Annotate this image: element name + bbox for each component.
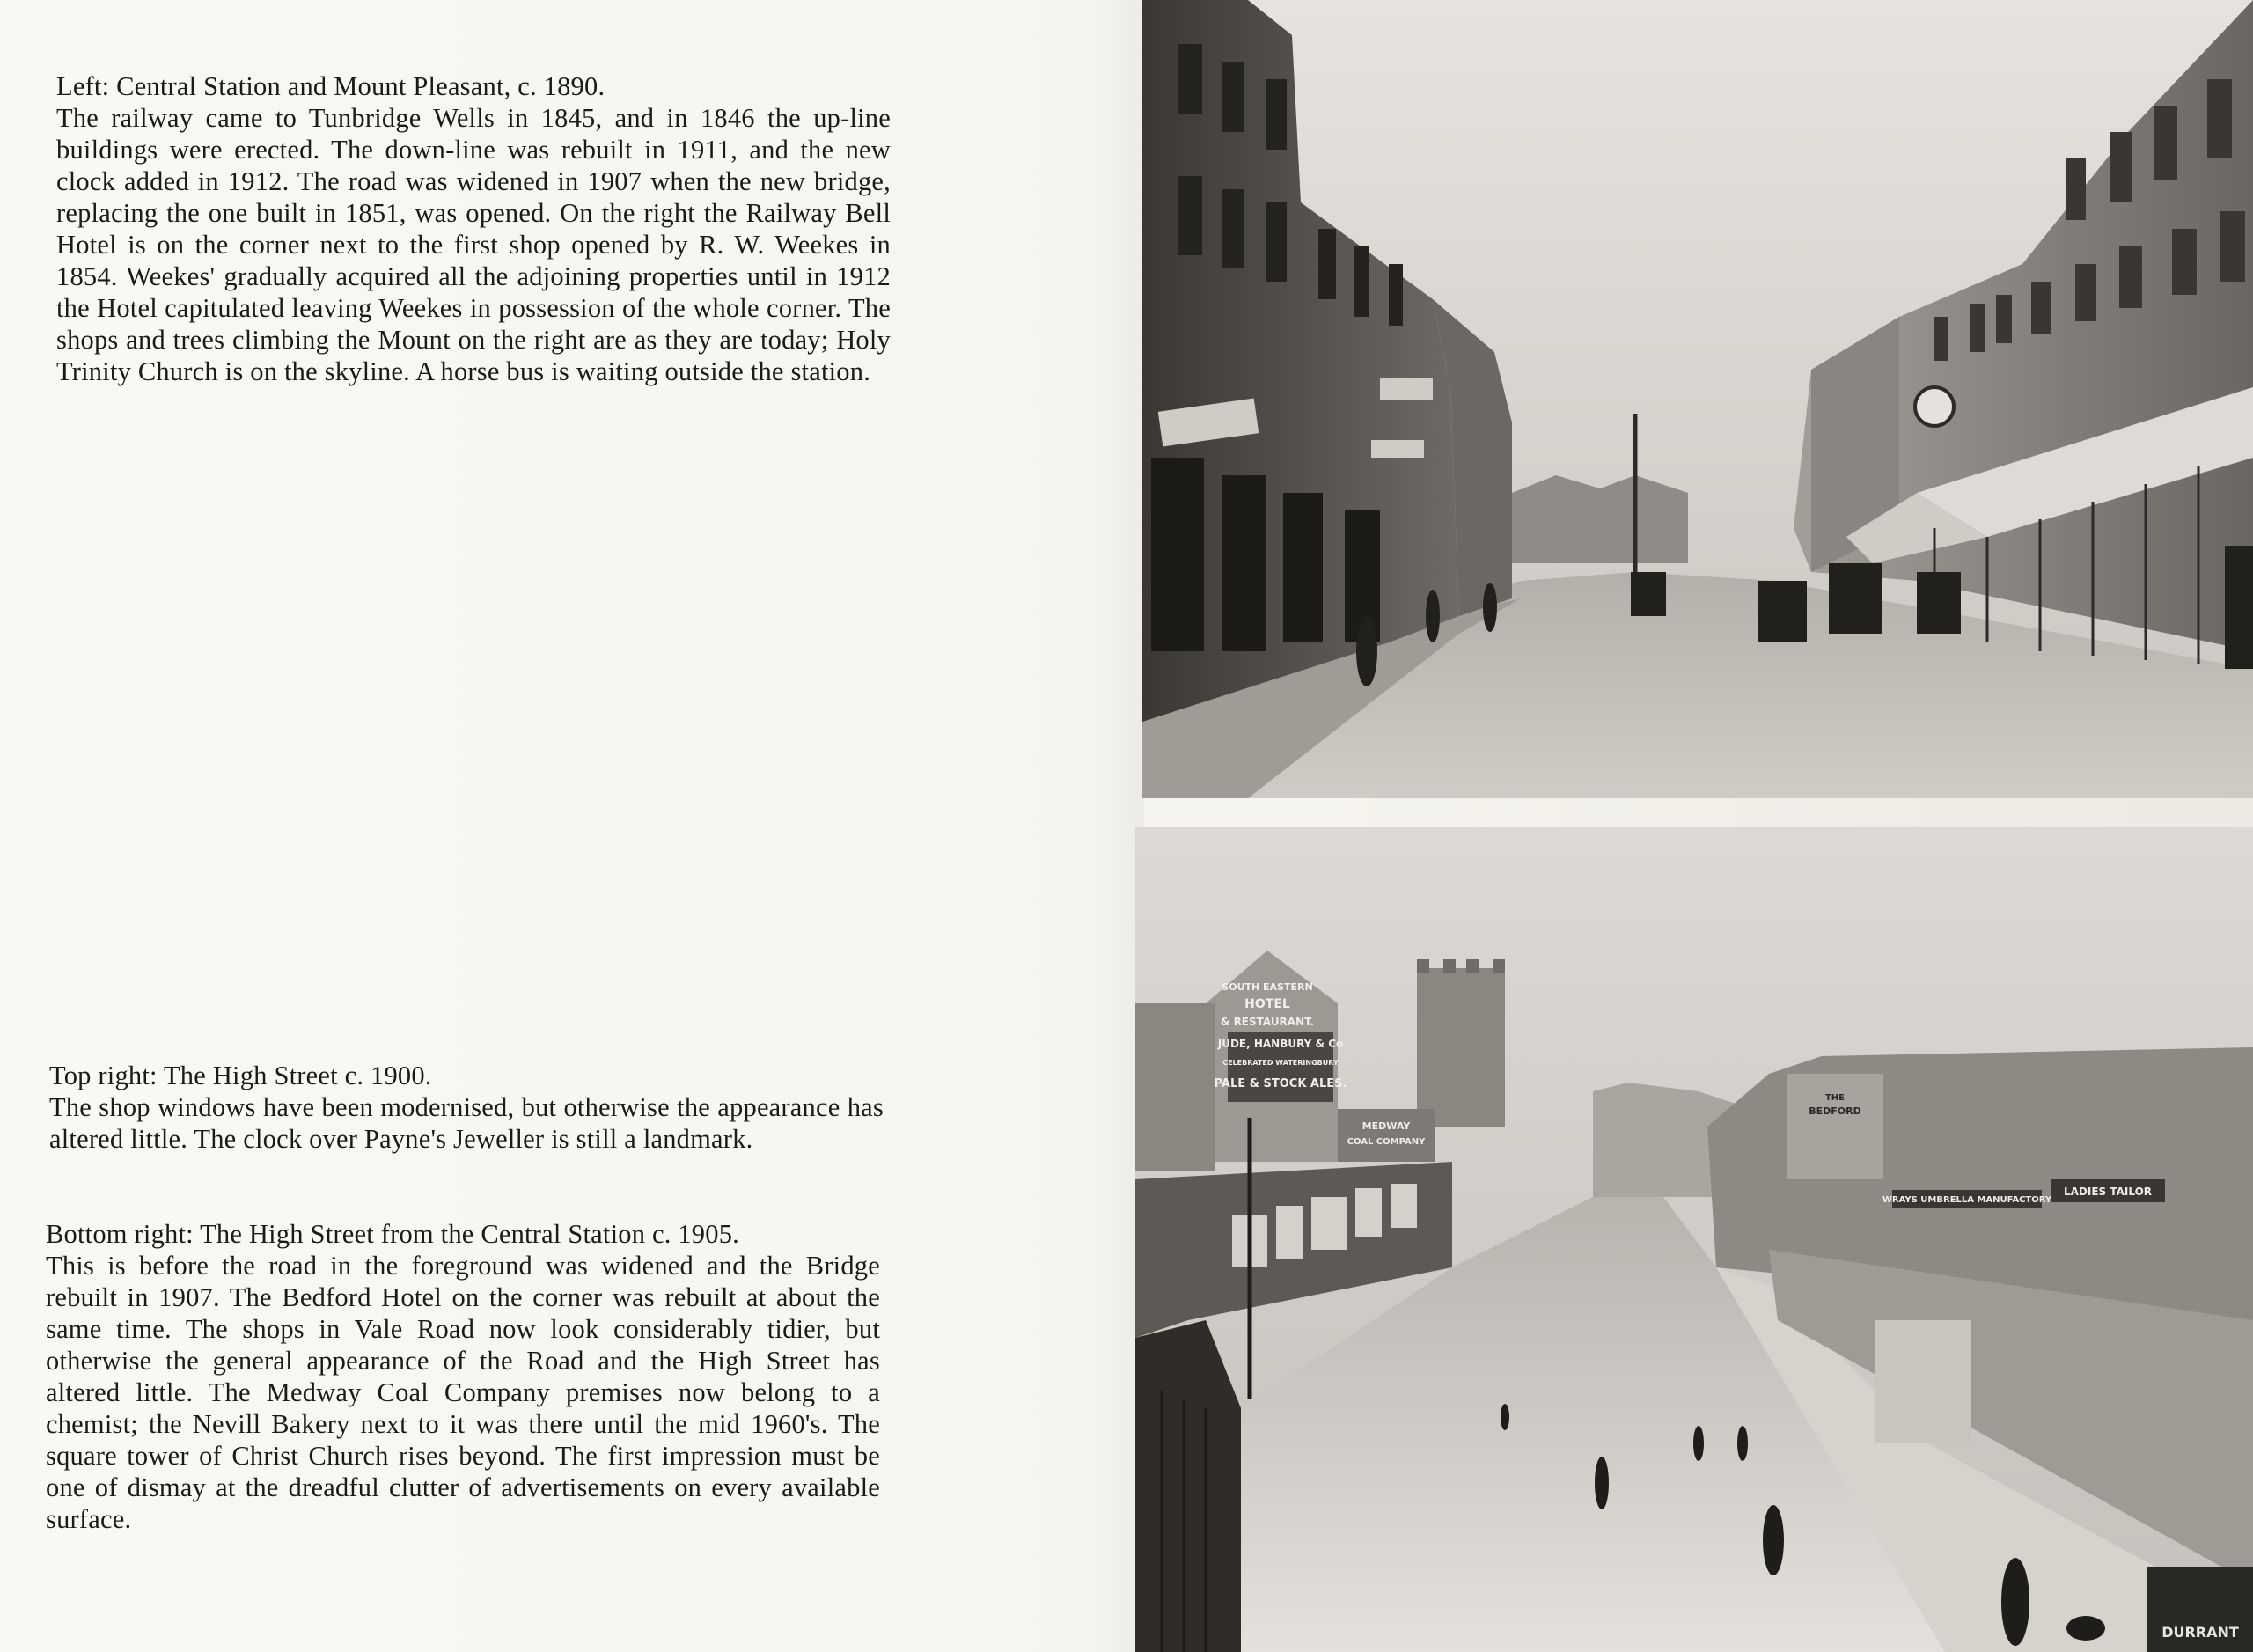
- sign-text: JUDE, HANBURY & Co: [1217, 1038, 1344, 1050]
- photo-high-street-1900-image: [1142, 0, 2253, 798]
- sign-text: THE: [1824, 1093, 1846, 1103]
- caption-high-street-from-station: [46, 1218, 880, 1535]
- tailor-sign-text: LADIES TAILOR: [2063, 1186, 2153, 1198]
- sign-text: CELEBRATED WATERINGBURY: [1222, 1059, 1339, 1067]
- sign-text: PALE & STOCK ALES.: [1214, 1077, 1347, 1090]
- durrant-sign-text: DURRANT: [2161, 1624, 2239, 1641]
- sign-text: & RESTAURANT.: [1220, 1016, 1315, 1028]
- caption-body: The railway came to Tunbridge Wells in 1845, and in 1846 the up-line buildings were erected. The down-line was rebuilt in 1911, and the new clock added in 1912. The road was widened in 1907 when the new bridge, replacing the one built in 1851, was opened. On the right the Railway Bell Hotel is on the corner next to the first shop opened by R. W. Weekes in 1854. Weekes' gradually acquired all the adjoining properties until in 1912 the Hotel capitulated leaving Weekes in possession of the whole corner. The shops and trees climbing the Mount on the right are as they are today; Holy Trinity Church is on the skyline. A horse bus is waiting outside the station.: [56, 103, 891, 386]
- sign-text: COAL COMPANY: [1347, 1137, 1426, 1147]
- caption-heading: Left: Central Station and Mount Pleasant, c. 1890.: [56, 71, 605, 101]
- umbrella-sign-text: WRAYS UMBRELLA MANUFACTORY: [1882, 1195, 2052, 1205]
- caption-body: The shop windows have been modernised, but otherwise the appearance has altered little. The clock over Payne's Jeweller is still a landmark.: [49, 1092, 884, 1154]
- photo-high-street-from-station-1905: [1135, 827, 2253, 1652]
- caption-heading: Top right: The High Street c. 1900.: [49, 1061, 432, 1090]
- caption-body: This is before the road in the foreground was widened and the Bridge rebuilt in 1907. The Bedford Hotel on the corner was rebuilt at about the same time. The shops in Vale Road now look considerably tidier, but otherwise the general appearance of the Road and the High Street has altered little. The Medway Coal Company premises now belong to a chemist; the Nevill Bakery next to it was there until the mid 1960's. The square tower of Christ Church rises beyond. The first impression must be one of dismay at the dreadful clutter of advertisements on every available surface.: [46, 1251, 880, 1534]
- caption-heading: Bottom right: The High Street from the Central Station c. 1905.: [46, 1219, 739, 1249]
- sign-text: SOUTH EASTERN: [1222, 981, 1313, 993]
- caption-central-station: [56, 70, 891, 387]
- photo-high-street-1900: [1142, 0, 2253, 798]
- photo-high-street-from-station-1905-image: [1135, 827, 2253, 1652]
- sign-text: MEDWAY: [1361, 1120, 1411, 1132]
- sign-text: BEDFORD: [1809, 1105, 1861, 1117]
- caption-high-street: [49, 1060, 884, 1155]
- ale-signage: [1215, 1038, 1347, 1090]
- sign-text: HOTEL: [1244, 997, 1290, 1011]
